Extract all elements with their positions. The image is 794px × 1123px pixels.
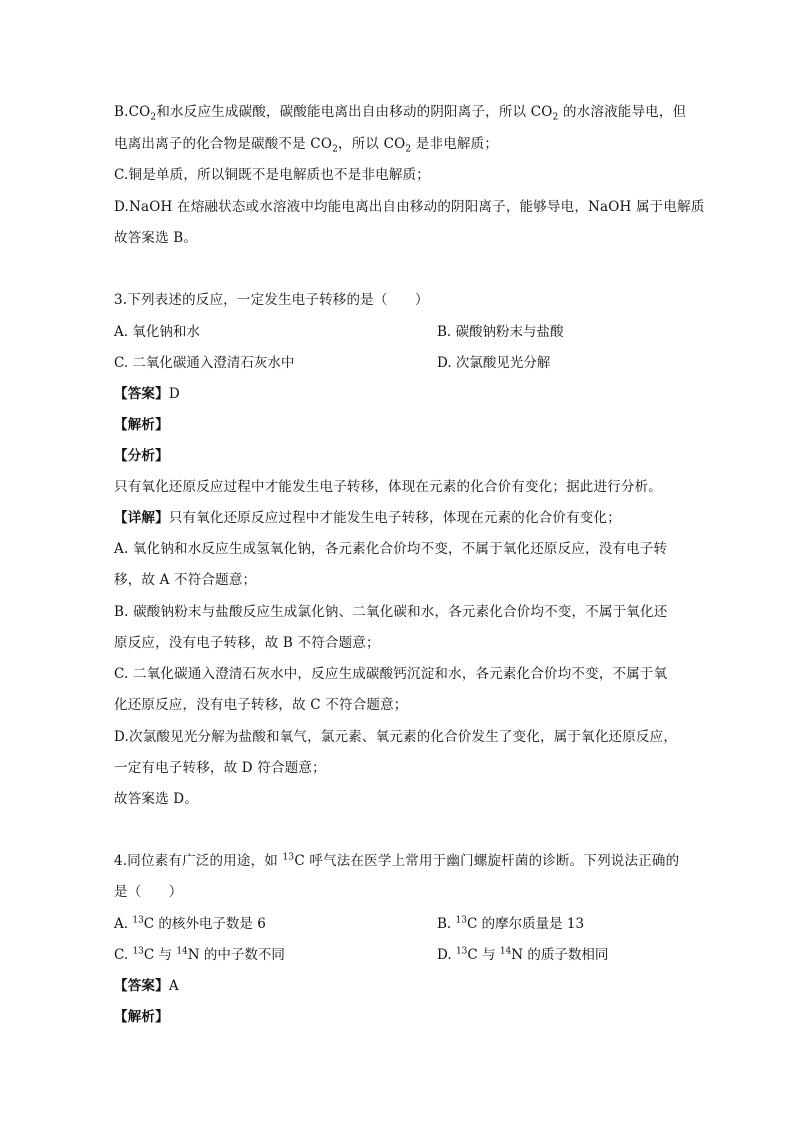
q3-fenxi-label: 【分析】 — [114, 448, 169, 464]
q4-jiexi-label: 【解析】 — [114, 1009, 169, 1025]
q3-option-c: C. 二氧化碳通入澄清石灰水中 — [114, 355, 295, 371]
q2-option-c: C.铜是单质，所以铜既不是电解质也不是非电解质； — [114, 167, 430, 183]
detail-label: 【详解】 — [114, 510, 169, 526]
q3-stem: 3.下列表述的反应，一定发生电子转移的是（ ） — [114, 292, 429, 308]
answer-value: A — [168, 978, 179, 994]
q3-explain-a-line1: A. 氧化钠和水反应生成氢氧化钠，各元素化合价均不变，不属于氧化还原反应，没有电子转 — [114, 541, 668, 557]
q3-option-a: A. 氧化钠和水 — [114, 324, 200, 340]
q3-explain-c-line2: 化还原反应，没有电子转移，故 C 不符合题意； — [114, 697, 408, 713]
q2-option-b-line2: 电离出离子的化合物是碳酸不是 $CO_2$，所以 $CO_2$ 是非电解质； — [114, 136, 499, 155]
answer-label: 【答案】 — [114, 386, 169, 402]
q4-option-b: B. $^{13}$C 的摩尔质量是 13 — [437, 915, 585, 932]
q2-option-b-line1: $B.CO_2$和水反应生成碳酸，碳酸能电离出自由移动的阴阳离子，所以 $CO_2$ 的水溶液能导电，但 — [114, 104, 687, 123]
q4-option-d: D. $^{13}$C 与 $^{14}$N 的质子数相同 — [437, 946, 609, 963]
q3-explain-a-line2: 移，故 A 不符合题意； — [114, 572, 257, 588]
q3-option-b: B. 碳酸钠粉末与盐酸 — [437, 324, 564, 340]
q4-answer — [114, 976, 179, 996]
q4-option-a: A. $^{13}$C 的核外电子数是 6 — [114, 915, 266, 932]
q3-option-d: D. 次氯酸见光分解 — [437, 355, 551, 371]
q4-option-c: C. $^{13}$C 与 $^{14}$N 的中子数不同 — [114, 946, 285, 963]
q3-explain-b-line1: B. 碳酸钠粉末与盐酸反应生成氯化钠、二氧化碳和水，各元素化合价均不变，不属于氧化还 — [114, 604, 668, 620]
q4-stem-line1: 4.同位素有广泛的用途，如 $^{13}$C 呼气法在医学上常用于幽门螺旋杆菌的诊断。下列说法正确的 — [114, 852, 680, 869]
q2-option-d: D.NaOH 在熔融状态或水溶液中均能电离出自由移动的阴阳离子，能够导电，NaOH 属于电解质 — [114, 199, 705, 215]
answer-value: D — [168, 386, 180, 402]
q3-fenxi-text: 只有氧化还原反应过程中才能发生电子转移，体现在元素的化合价有变化；据此进行分析。 — [114, 479, 662, 495]
q4-stem-line2: 是（ ） — [114, 884, 183, 900]
q3-explain-b-line2: 原反应，没有电子转移，故 B 不符合题意； — [114, 635, 380, 651]
answer-label: 【答案】 — [114, 978, 169, 994]
q3-detail — [114, 508, 621, 528]
q3-explain-d-line1: D.次氯酸见光分解为盐酸和氧气，氯元素、氧元素的化合价发生了变化，属于氧化还原反应， — [114, 729, 678, 745]
q3-answer — [114, 384, 180, 404]
q2-conclusion: 故答案选 B。 — [114, 230, 198, 246]
q3-jiexi-label: 【解析】 — [114, 417, 169, 433]
q3-explain-c-line1: C. 二氧化碳通入澄清石灰水中，反应生成碳酸钙沉淀和水，各元素化合价均不变，不属于氧 — [114, 666, 668, 682]
detail-text: 只有氧化还原反应过程中才能发生电子转移，体现在元素的化合价有变化； — [168, 510, 621, 526]
q3-explain-d-line2: 一定有电子转移，故 D 符合题意； — [114, 760, 326, 776]
q3-conclusion: 故答案选 D。 — [114, 791, 199, 807]
